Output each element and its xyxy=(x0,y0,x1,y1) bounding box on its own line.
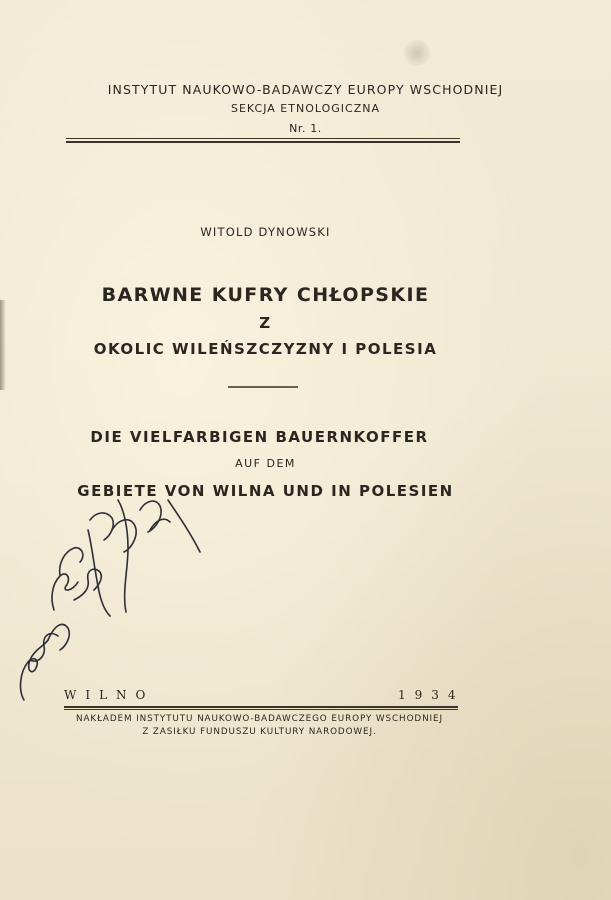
author-name: WITOLD DYNOWSKI xyxy=(200,225,331,239)
publication-place: WILNO xyxy=(64,688,155,702)
series-number: Nr. 1. xyxy=(289,122,322,135)
title-polish-connector: Z xyxy=(259,314,272,332)
title-german-connector: AUF DEM xyxy=(235,457,296,470)
publication-year: 1934 xyxy=(398,688,465,702)
title-german-line3: GEBIETE VON WILNA UND IN POLESIEN xyxy=(77,482,454,500)
title-german-line1: DIE VIELFARBIGEN BAUERNKOFFER xyxy=(90,428,429,446)
title-polish-line1: BARWNE KUFRY CHŁOPSKIE xyxy=(101,284,430,306)
title-polish-line3: OKOLIC WILEŃSZCZYZNY I POLESIA xyxy=(93,340,438,358)
imprint-line2: Z ZASIŁKU FUNDUSZU KULTURY NARODOWEJ. xyxy=(142,727,377,737)
institute-name: INSTYTUT NAUKOWO-BADAWCZY EUROPY WSCHODNIEJ xyxy=(107,82,504,97)
section-name: SEKCJA ETNOLOGICZNA xyxy=(231,102,380,115)
imprint-line1: NAKŁADEM INSTYTUTU NAUKOWO-BADAWCZEGO EUROPY WSCHODNIEJ xyxy=(76,714,443,724)
